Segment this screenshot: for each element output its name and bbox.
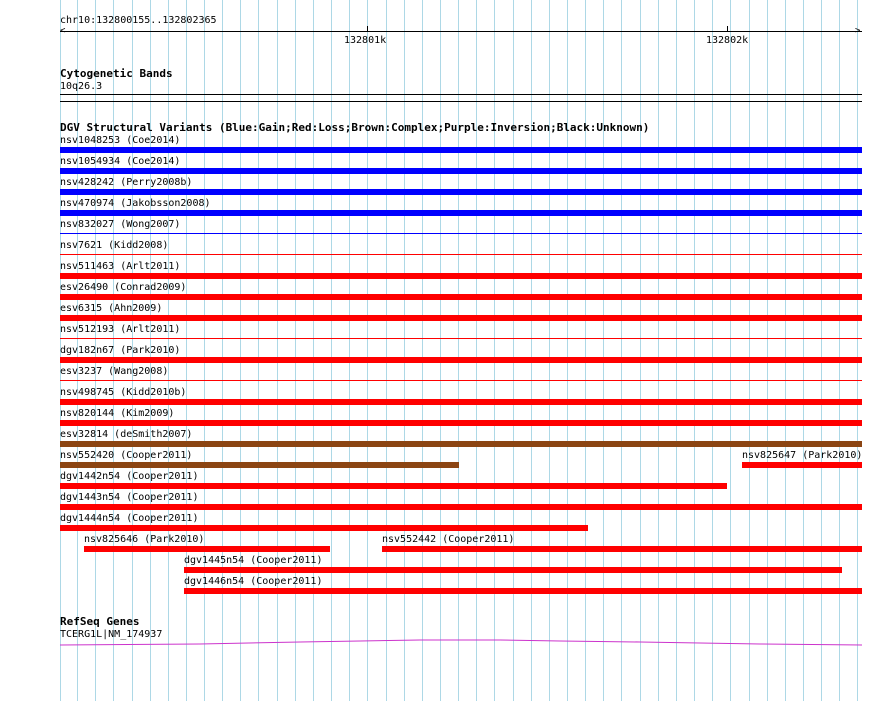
refseq-gene-label[interactable]: TCERG1L|NM_174937 [60,629,163,640]
variant-label[interactable]: esv26490 (Conrad2009) [60,282,187,293]
refseq-track-title[interactable]: RefSeq Genes [60,615,140,628]
ruler-arrow-right-icon: > [855,26,861,36]
ruler-line [60,31,862,32]
variant-bar[interactable] [742,462,862,468]
variant-label[interactable]: esv32814 (deSmith2007) [60,429,193,440]
variant-bar[interactable] [60,525,588,531]
variant-label[interactable]: dgv1446n54 (Cooper2011) [184,576,323,587]
variant-label[interactable]: esv3237 (Wang2008) [60,366,169,377]
dgv-track-title[interactable]: DGV Structural Variants (Blue:Gain;Red:Loss;Brown:Complex;Purple:Inversion;Black:Unknown) [60,121,650,134]
variant-bar[interactable] [382,546,862,552]
variant-label[interactable]: nsv1048253 (Coe2014) [60,135,181,146]
variant-bar[interactable] [184,567,842,573]
variant-label[interactable]: nsv512193 (Arlt2011) [60,324,181,335]
variant-label[interactable]: nsv511463 (Arlt2011) [60,261,181,272]
cytoband-track-title[interactable]: Cytogenetic Bands [60,67,173,80]
ruler-tick [367,26,368,32]
variant-bar[interactable] [60,189,862,195]
variant-label[interactable]: dgv1445n54 (Cooper2011) [184,555,323,566]
variant-bar[interactable] [60,168,862,174]
variant-label[interactable]: nsv1054934 (Coe2014) [60,156,181,167]
variant-bar[interactable] [60,233,862,234]
variant-bar[interactable] [60,504,862,510]
variant-bar[interactable] [84,546,330,552]
variant-bar[interactable] [60,210,862,216]
ruler-tick-label: 132802k [706,35,749,46]
variant-label[interactable]: nsv7621 (Kidd2008) [60,240,169,251]
variant-label[interactable]: nsv470974 (Jakobsson2008) [60,198,211,209]
variant-bar[interactable] [60,338,862,339]
variant-label[interactable]: nsv428242 (Perry2008b) [60,177,193,188]
variant-label[interactable]: nsv825647 (Park2010) [742,450,863,461]
variant-label[interactable]: nsv825646 (Park2010) [84,534,205,545]
variant-bar[interactable] [60,147,862,153]
ruler-tick [727,26,728,32]
variant-label[interactable]: nsv498745 (Kidd2010b) [60,387,187,398]
variant-label[interactable]: nsv820144 (Kim2009) [60,408,175,419]
cytoband-band-top[interactable] [60,94,862,95]
variant-bar[interactable] [60,380,862,381]
variant-bar[interactable] [60,420,862,426]
position-label: chr10:132800155..132802365 [60,15,217,26]
variant-bar[interactable] [60,254,862,255]
variant-label[interactable]: dgv182n67 (Park2010) [60,345,181,356]
variant-bar[interactable] [60,294,862,300]
variant-label[interactable]: dgv1443n54 (Cooper2011) [60,492,199,503]
variant-label[interactable]: dgv1444n54 (Cooper2011) [60,513,199,524]
variant-bar[interactable] [60,441,862,447]
variant-bar[interactable] [60,273,862,279]
variant-bar[interactable] [60,357,862,363]
variant-label[interactable]: nsv552442 (Cooper2011) [382,534,515,545]
variant-bar[interactable] [60,462,459,468]
cytoband-band-bottom [60,101,862,102]
ruler-arrow-left-icon: < [60,26,66,36]
variant-bar[interactable] [184,588,862,594]
variant-bar[interactable] [60,315,862,321]
cytoband-label: 10q26.3 [60,81,103,92]
ruler-tick-label: 132801k [344,35,387,46]
variant-label[interactable]: nsv552420 (Cooper2011) [60,450,193,461]
variant-label[interactable]: nsv832027 (Wong2007) [60,219,181,230]
variant-bar[interactable] [60,399,862,405]
variant-bar[interactable] [60,483,727,489]
refseq-gene-model[interactable] [0,636,890,650]
variant-label[interactable]: esv6315 (Ahn2009) [60,303,163,314]
variant-label[interactable]: dgv1442n54 (Cooper2011) [60,471,199,482]
